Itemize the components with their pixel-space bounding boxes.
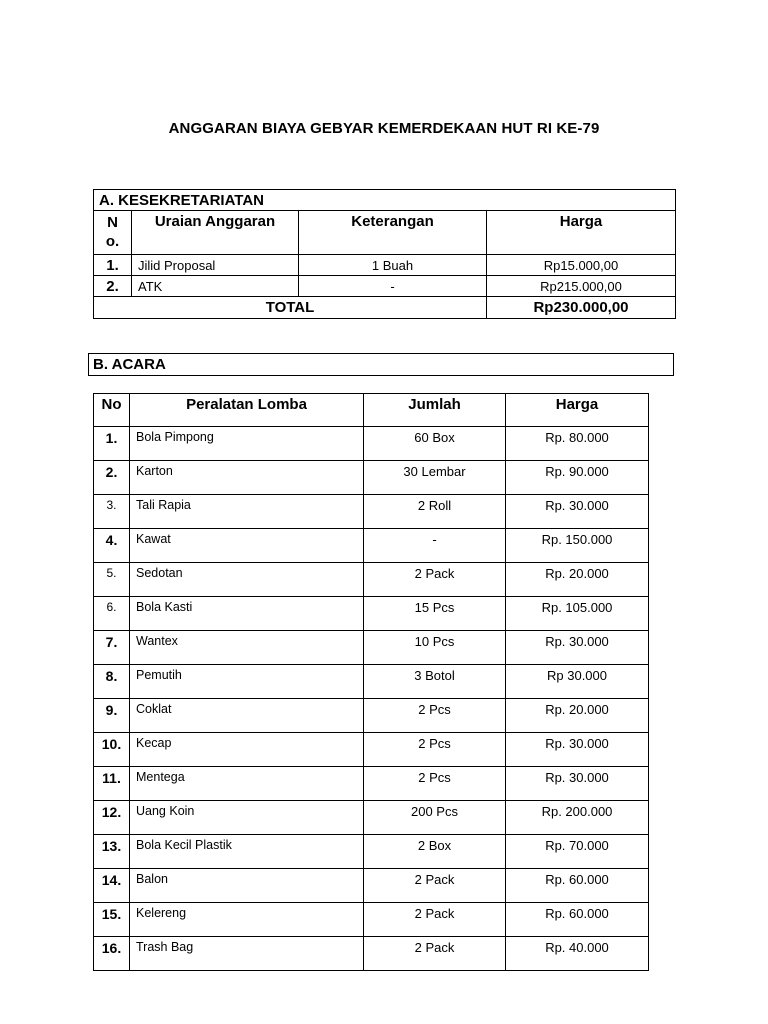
table-row (94, 801, 649, 835)
row-jumlah: 2 Pcs (364, 699, 506, 733)
row-jumlah: 2 Roll (364, 495, 506, 529)
row-harga: Rp. 70.000 (506, 835, 649, 869)
table-row (94, 733, 649, 767)
row-harga: Rp. 20.000 (506, 699, 649, 733)
row-harga: Rp. 90.000 (506, 461, 649, 495)
row-number: 11. (94, 767, 130, 801)
row-harga: Rp215.000,00 (487, 276, 676, 297)
acara-table-body (94, 427, 649, 971)
table-row (94, 495, 649, 529)
row-number: 1. (94, 255, 132, 276)
row-harga: Rp. 60.000 (506, 903, 649, 937)
row-harga: Rp. 20.000 (506, 563, 649, 597)
row-item: Trash Bag (130, 937, 364, 971)
row-jumlah: 200 Pcs (364, 801, 506, 835)
row-harga: Rp. 30.000 (506, 631, 649, 665)
row-number: 4. (94, 529, 130, 563)
col-header-peralatan: Peralatan Lomba (130, 394, 364, 427)
row-item: Karton (130, 461, 364, 495)
row-jumlah: 2 Pack (364, 869, 506, 903)
row-number: 12. (94, 801, 130, 835)
row-item: Kelereng (130, 903, 364, 937)
row-number: 7. (94, 631, 130, 665)
col-header-keterangan: Keterangan (299, 211, 487, 255)
row-number: 6. (94, 597, 130, 631)
row-number: 2. (94, 461, 130, 495)
row-keterangan: - (299, 276, 487, 297)
row-jumlah: 2 Pcs (364, 733, 506, 767)
total-row (94, 297, 676, 319)
row-jumlah: 2 Pack (364, 563, 506, 597)
col-header-no: No. (94, 211, 132, 255)
row-harga: Rp. 30.000 (506, 733, 649, 767)
row-jumlah: 15 Pcs (364, 597, 506, 631)
row-number: 16. (94, 937, 130, 971)
table-row (94, 563, 649, 597)
row-number: 14. (94, 869, 130, 903)
row-number: 13. (94, 835, 130, 869)
row-harga: Rp 30.000 (506, 665, 649, 699)
row-item: Mentega (130, 767, 364, 801)
table-row (94, 255, 676, 276)
row-harga: Rp. 30.000 (506, 495, 649, 529)
col-header-harga: Harga (487, 211, 676, 255)
row-jumlah: - (364, 529, 506, 563)
row-harga: Rp. 200.000 (506, 801, 649, 835)
col-header-no: No (94, 394, 130, 427)
table-row (94, 903, 649, 937)
table-row (94, 461, 649, 495)
col-header-harga: Harga (506, 394, 649, 427)
row-jumlah: 2 Pcs (364, 767, 506, 801)
row-item: Balon (130, 869, 364, 903)
row-harga: Rp. 60.000 (506, 869, 649, 903)
row-item: Wantex (130, 631, 364, 665)
table-row (94, 937, 649, 971)
row-jumlah: 2 Pack (364, 903, 506, 937)
section-b-heading: B. ACARA (88, 353, 674, 376)
row-item: Kecap (130, 733, 364, 767)
row-item: Pemutih (130, 665, 364, 699)
total-value: Rp230.000,00 (487, 297, 676, 319)
row-jumlah: 60 Box (364, 427, 506, 461)
row-keterangan: 1 Buah (299, 255, 487, 276)
col-header-uraian: Uraian Anggaran (132, 211, 299, 255)
row-item: Uang Koin (130, 801, 364, 835)
table-row (94, 835, 649, 869)
row-jumlah: 2 Box (364, 835, 506, 869)
row-item: Bola Kecil Plastik (130, 835, 364, 869)
row-harga: Rp15.000,00 (487, 255, 676, 276)
row-number: 9. (94, 699, 130, 733)
table-row (94, 699, 649, 733)
row-item: Kawat (130, 529, 364, 563)
table-row (94, 665, 649, 699)
table-row (94, 869, 649, 903)
row-item: Tali Rapia (130, 495, 364, 529)
table-row (94, 631, 649, 665)
row-harga: Rp. 105.000 (506, 597, 649, 631)
table-row (94, 529, 649, 563)
row-harga: Rp. 150.000 (506, 529, 649, 563)
row-uraian: ATK (132, 276, 299, 297)
row-number: 15. (94, 903, 130, 937)
row-harga: Rp. 80.000 (506, 427, 649, 461)
acara-table (93, 393, 649, 971)
row-item: Coklat (130, 699, 364, 733)
row-number: 10. (94, 733, 130, 767)
table-row (94, 276, 676, 297)
row-number: 8. (94, 665, 130, 699)
table-row (94, 597, 649, 631)
row-harga: Rp. 40.000 (506, 937, 649, 971)
row-number: 1. (94, 427, 130, 461)
table-row (94, 767, 649, 801)
row-jumlah: 3 Botol (364, 665, 506, 699)
document-title: ANGGARAN BIAYA GEBYAR KEMERDEKAAN HUT RI KE-79 (168, 120, 600, 137)
row-jumlah: 10 Pcs (364, 631, 506, 665)
total-label: TOTAL (94, 297, 487, 319)
row-item: Bola Kasti (130, 597, 364, 631)
col-header-jumlah: Jumlah (364, 394, 506, 427)
row-harga: Rp. 30.000 (506, 767, 649, 801)
row-jumlah: 2 Pack (364, 937, 506, 971)
row-uraian: Jilid Proposal (132, 255, 299, 276)
row-number: 5. (94, 563, 130, 597)
kesekretariatan-table (93, 189, 676, 319)
row-number: 2. (94, 276, 132, 297)
row-jumlah: 30 Lembar (364, 461, 506, 495)
row-item: Sedotan (130, 563, 364, 597)
row-number: 3. (94, 495, 130, 529)
row-item: Bola Pimpong (130, 427, 364, 461)
table-row (94, 427, 649, 461)
section-a-heading: A. KESEKRETARIATAN (94, 190, 676, 211)
